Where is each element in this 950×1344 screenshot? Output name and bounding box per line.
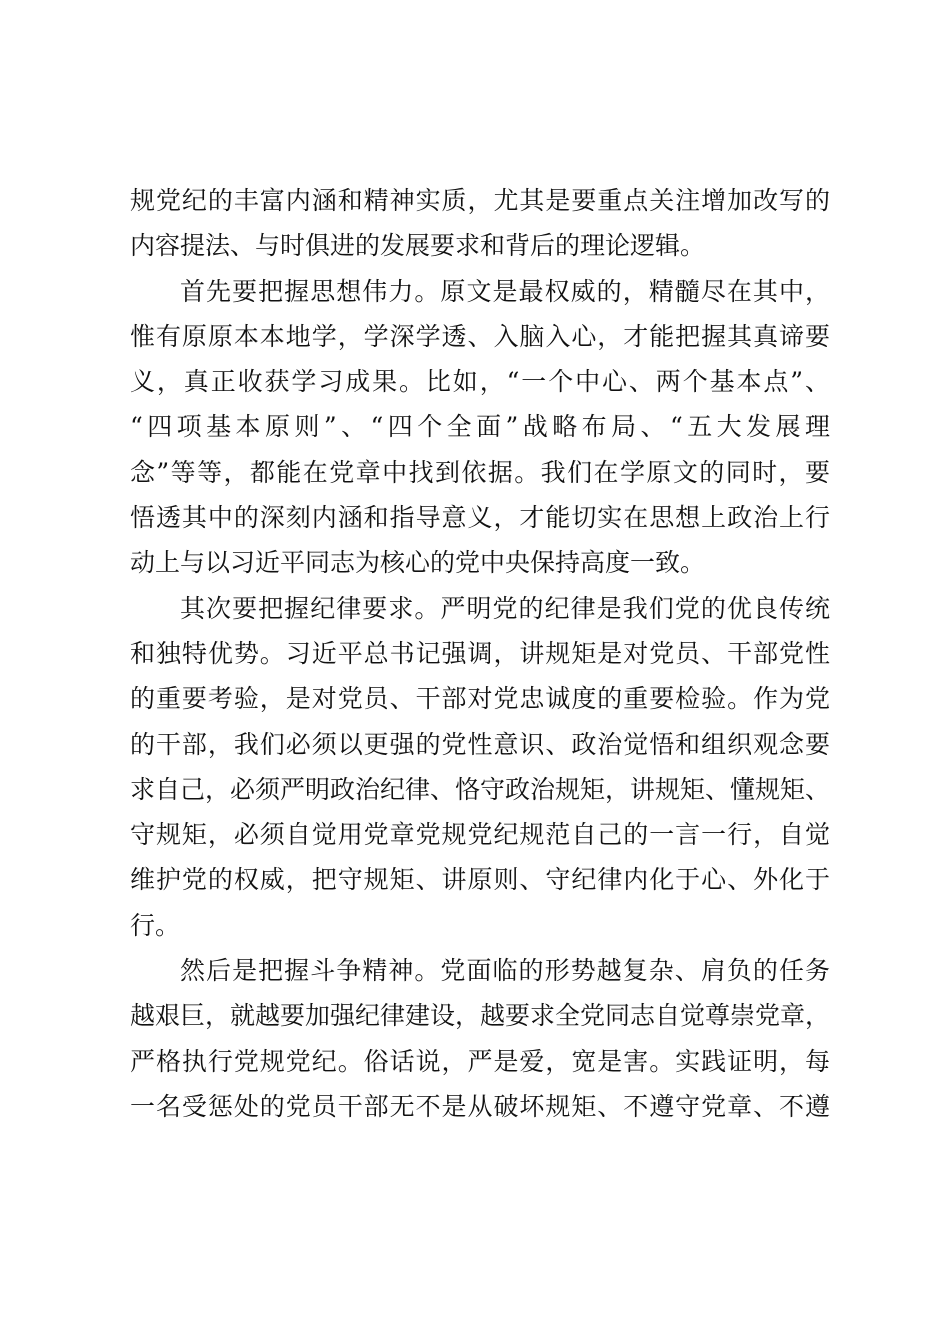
text-line: 首先要把握思想伟力。原文是最权威的，精髓尽在其中， — [180, 276, 830, 306]
text-line: 然后是把握斗争精神。党面临的形势越复杂、肩负的任务 — [180, 956, 830, 986]
text-line: 念”等等，都能在党章中找到依据。我们在学原文的同时，要 — [130, 457, 830, 487]
paragraph-4 — [130, 948, 830, 1129]
text-line: 守规矩，必须自觉用党章党规党纪规范自己的一言一行，自觉 — [130, 820, 830, 850]
paragraph-3 — [130, 586, 830, 948]
text-line: 惟有原原本本地学，学深学透、入脑入心，才能把握其真谛要 — [130, 321, 830, 351]
text-line: 求自己，必须严明政治纪律、恪守政治规矩，讲规矩、懂规矩、 — [130, 774, 830, 804]
body-text — [130, 178, 830, 1129]
text-line: 行。 — [130, 910, 181, 940]
text-line: 的干部，我们必须以更强的党性意识、政治觉悟和组织观念要 — [130, 729, 830, 759]
text-line: “四项基本原则”、“四个全面”战略布局、“五大发展理 — [130, 412, 830, 442]
text-line: 内容提法、与时俱进的发展要求和背后的理论逻辑。 — [130, 231, 706, 261]
paragraph-1 — [130, 178, 830, 269]
paragraph-2 — [130, 269, 830, 586]
text-line: 的重要考验，是对党员、干部对党忠诚度的重要检验。作为党 — [130, 684, 830, 714]
text-line: 越艰巨，就越要加强纪律建设，越要求全党同志自觉尊崇党章， — [130, 1001, 830, 1031]
text-line: 和独特优势。习近平总书记强调，讲规矩是对党员、干部党性 — [130, 638, 830, 668]
text-line: 义，真正收获学习成果。比如，“一个中心、两个基本点”、 — [130, 367, 830, 397]
text-line: 维护党的权威，把守规矩、讲原则、守纪律内化于心、外化于 — [130, 865, 830, 895]
text-line: 一名受惩处的党员干部无不是从破坏规矩、不遵守党章、不遵 — [130, 1091, 830, 1121]
text-line: 动上与以习近平同志为核心的党中央保持高度一致。 — [130, 548, 706, 578]
text-line: 悟透其中的深刻内涵和指导意义，才能切实在思想上政治上行 — [130, 503, 830, 533]
text-line: 规党纪的丰富内涵和精神实质，尤其是要重点关注增加改写的 — [130, 186, 830, 215]
text-line: 严格执行党规党纪。俗话说，严是爱，宽是害。实践证明，每 — [130, 1046, 830, 1076]
text-line: 其次要把握纪律要求。严明党的纪律是我们党的优良传统 — [180, 593, 830, 623]
